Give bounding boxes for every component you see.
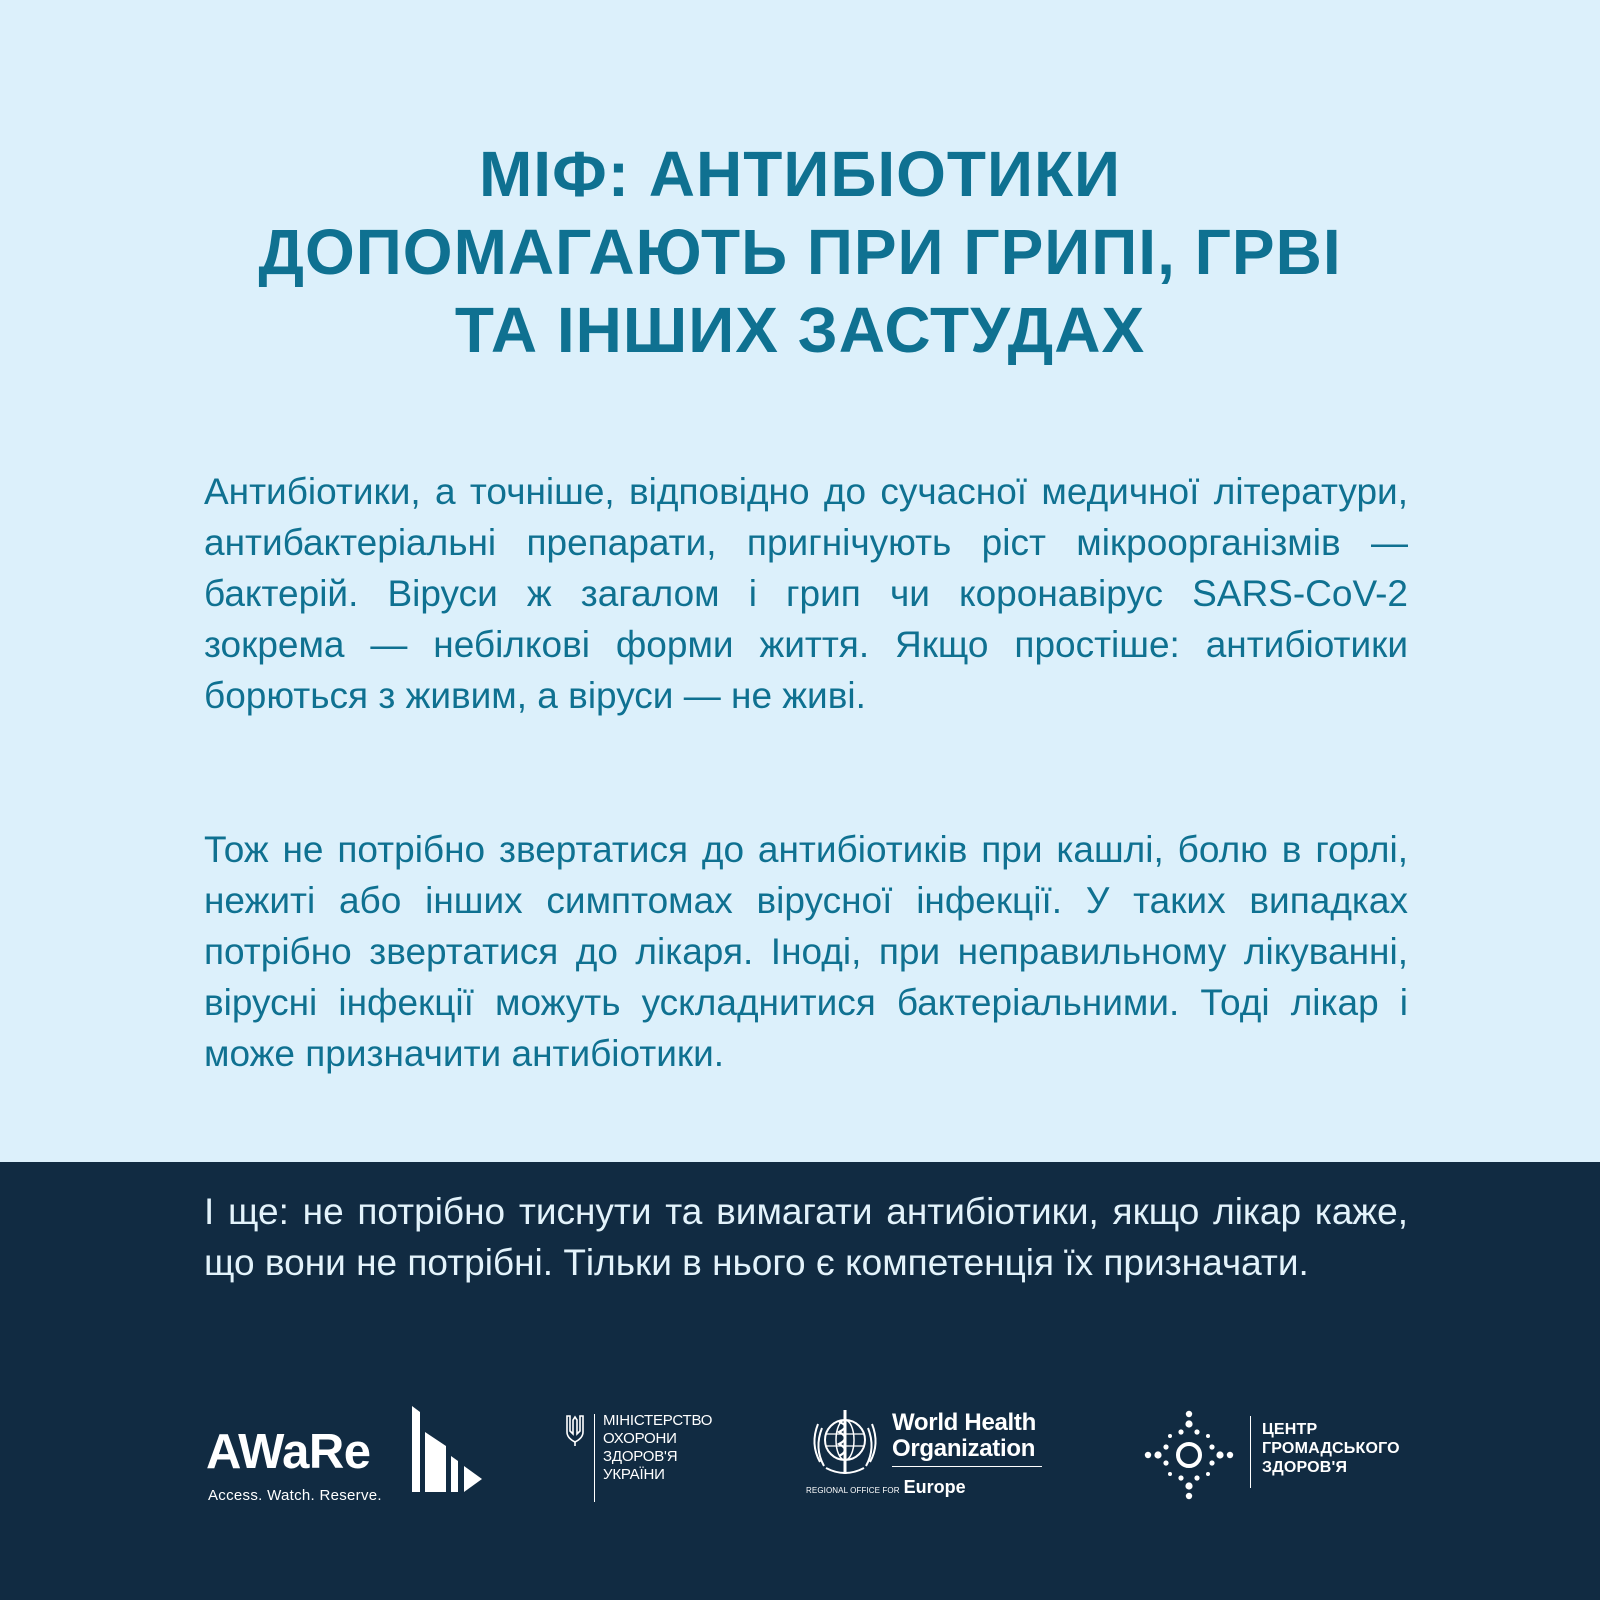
who-region	[806, 1478, 966, 1497]
phc-line-3: ЗДОРОВ'Я	[1262, 1459, 1348, 1476]
aware-logo	[206, 1400, 496, 1510]
body-paragraph-2: Тож не потрібно звертатися до антибіотиків при кашлі, болю в горлі, нежиті або інших симптомах вірусної інфекції. У таких випадках потрібно звертатися до лікаря. Іноді, при неправильному лікуванні, вірусні інфекції можуть ускладнитися бактеріальними. Тоді лікар і може призначити антибіотики.	[204, 829, 1408, 1074]
trident-icon	[566, 1414, 584, 1446]
phc-line-2: ГРОМАДСЬКОГО	[1262, 1440, 1400, 1457]
who-region-prefix: REGIONAL OFFICE FOR	[806, 1486, 900, 1495]
who-name-line-2: Organization	[892, 1435, 1036, 1462]
headline-line-1: МІФ: АНТИБІОТИКИ	[478, 138, 1122, 210]
ministry-line-4: УКРАЇНИ	[603, 1466, 665, 1483]
aware-bars-icon	[412, 1406, 488, 1492]
phc-line-1: ЦЕНТР	[1262, 1421, 1318, 1438]
dark-footer-section	[0, 1162, 1600, 1600]
ministry-line-1: МІНІСТЕРСТВО	[603, 1412, 713, 1429]
body-paragraph-1: Антибіотики, а точніше, відповідно до сучасної медичної літератури, антибактеріальні препарати, пригнічують ріст мікроорганізмів — бактерій. Віруси ж загалом і грип чи коронавірус SARS-CoV-2 зокрема — небілкові форми життя. Якщо простіше: антибіотики борються з живим, а віруси — не живі.	[204, 471, 1408, 716]
who-divider	[892, 1466, 1042, 1467]
who-name-line-1: World Health	[892, 1409, 1036, 1436]
partner-logos	[0, 1400, 1600, 1520]
who-name	[892, 1410, 1036, 1462]
dotted-cross-icon	[1144, 1410, 1234, 1500]
headline-line-2: ДОПОМАГАЮТЬ ПРИ ГРИПІ, ГРВІ	[258, 216, 1342, 288]
public-health-center-logo	[1144, 1410, 1404, 1500]
phc-divider	[1250, 1416, 1251, 1488]
ministry-line-3: ЗДОРОВ'Я	[603, 1448, 678, 1465]
ministry-logo	[566, 1414, 716, 1504]
aware-logo-name: AWaRe	[206, 1425, 371, 1479]
headline	[0, 135, 1600, 369]
aware-logo-tagline: Access. Watch. Reserve.	[208, 1487, 382, 1504]
ministry-line-2: ОХОРОНИ	[603, 1430, 677, 1447]
phc-name	[1262, 1420, 1400, 1477]
ministry-divider	[594, 1414, 595, 1502]
ministry-name	[603, 1412, 712, 1484]
who-region-name: Europe	[903, 1477, 966, 1497]
who-europe-logo	[806, 1404, 1046, 1504]
who-emblem-icon	[806, 1404, 884, 1482]
headline-line-3: ТА ІНШИХ ЗАСТУДАХ	[454, 294, 1146, 366]
footer-paragraph: І ще: не потрібно тиснути та вимагати антибіотики, якщо лікар каже, що вони не потрібні. Тільки в нього є компетенція їх призначати.	[204, 1191, 1408, 1283]
